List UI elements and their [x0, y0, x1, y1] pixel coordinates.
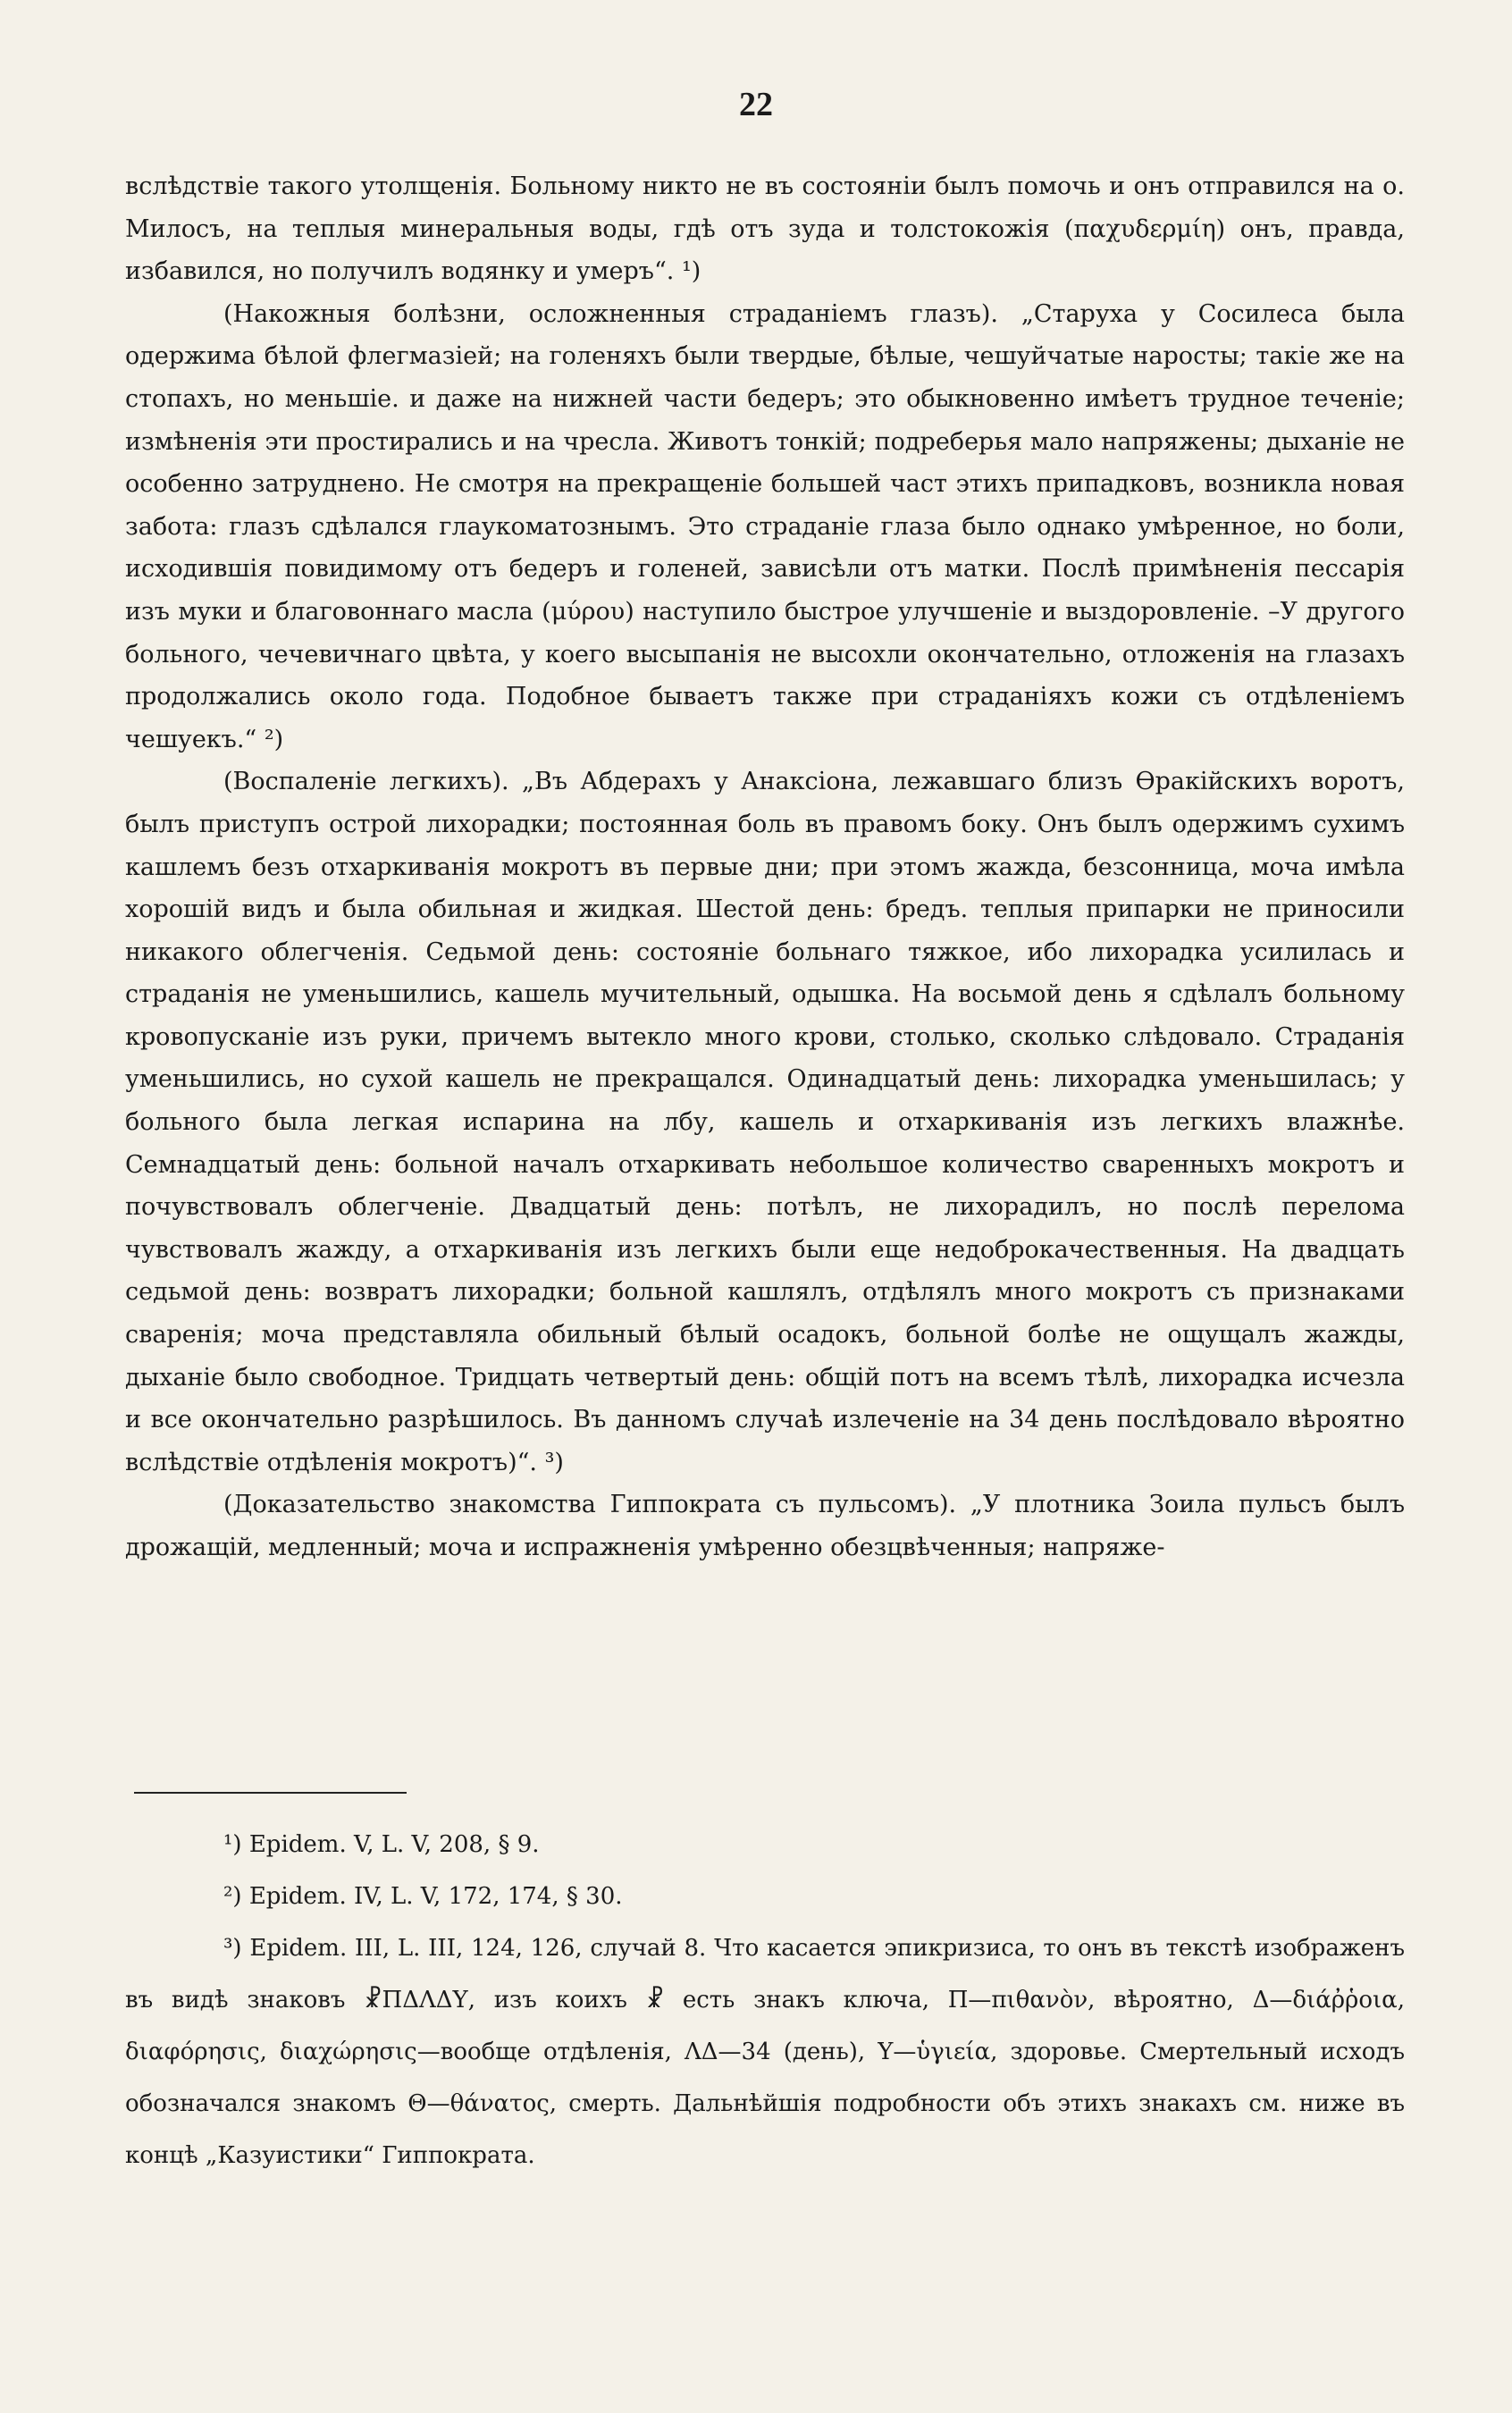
paragraph-pulse: (Доказательство знакомства Гиппократа съ пульсомъ). „У плотника Зоила пульсъ былъ дрожащій, медленный; моча и испражненія умѣренно обезцвѣченныя; напряже- [125, 1491, 1405, 1561]
footnote-1: ¹) Epidem. V, L. V, 208, § 9. [223, 1831, 540, 1858]
footnote-divider [134, 1792, 407, 1794]
footnote-3: ³) Epidem. III, L. III, 124, 126, случай 8. Что касается эпикризиса, то онъ въ текстѣ изображенъ въ видѣ знаковъ ☧ΠΔΛΔΥ, изъ коихъ ☧ есть знакъ ключа, Π—πιθανὸν, вѣроятно, Δ—διάῤῥοια, διαφόρησις, διαχώρησις—вообще отдѣленія, ΛΔ—34 (день), Υ—ὑγιεία, здоровье. Смертельный исходъ обозначался знакомъ Θ—θάνατος, смерть. Дальнѣйшія подробности объ этихъ знакахъ см. ниже въ концѣ „Казуистики“ Гиппократа. [125, 1935, 1405, 2169]
paragraph-1: вслѣдствіе такого утолщенія. Больному никто не въ состояніи былъ помочь и онъ отправился на о. Милосъ, на теплыя минеральныя воды, гдѣ отъ зуда и толстокожія (παχυδερμίη) онъ, правда, избавился, но получилъ водянку и умеръ“. ¹) [125, 172, 1405, 286]
paragraph-skin-diseases: (Накожныя болѣзни, осложненныя страданіемъ глазъ). „Старуха у Сосилеса была одержима бѣлой флегмазіей; на голеняхъ были твердые, бѣлые, чешуйчатые наросты; такіе же на стопахъ, но меньшіе. и даже на нижней части бедеръ; это обыкновенно имѣетъ трудное теченіе; измѣненія эти простирались и на чресла. Животъ тонкій; подреберья мало напряжены; дыханіе не особенно затруднено. Не смотря на прекращеніе большей част этихъ припадковъ, возникла новая забота: глазъ сдѣлался глаукоматознымъ. Это страданіе глаза было однако умѣренное, но боли, исходившія повидимому отъ бедеръ и голеней, зависѣли отъ матки. Послѣ примѣненія пессарія изъ муки и благовоннаго масла (μύρου) наступило быстрое улучшеніе и выздоровленіе. –У другого больного, чечевичнаго цвѣта, у коего высыпанія не высохли окончательно, отложенія на глазахъ продолжались около года. Подобное бываетъ также при страданіяхъ кожи съ отдѣленіемъ чешуекъ.“ ²) [125, 299, 1405, 753]
footnote-2: ²) Epidem. IV, L. V, 172, 174, § 30. [223, 1883, 623, 1910]
body-text [125, 165, 1405, 1569]
page-number: 22 [739, 86, 773, 123]
footnotes [125, 1819, 1405, 2182]
paragraph-pneumonia: (Воспаленіе легкихъ). „Въ Абдерахъ у Анаксіона, лежавшаго близъ Ѳракійскихъ воротъ, былъ приступъ острой лихорадки; постоянная боль въ правомъ боку. Онъ былъ одержимъ сухимъ кашлемъ безъ отхаркиванія мокротъ въ первые дни; при этомъ жажда, безсонница, моча имѣла хорошій видъ и была обильная и жидкая. Шестой день: бредъ. теплыя припарки не приносили никакого облегченія. Седьмой день: состояніе больнаго тяжкое, ибо лихорадка усилилась и страданія не уменьшились, кашель мучительный, одышка. На восьмой день я сдѣлалъ больному кровопусканіе изъ руки, причемъ вытекло много крови, столько, сколько слѣдовало. Страданія уменьшились, но сухой кашель не прекращался. Одинадцатый день: лихорадка уменьшилась; у больного была легкая испарина на лбу, кашель и отхаркиванія изъ легкихъ влажнѣе. Семнадцатый день: больной началъ отхаркивать небольшое количество сваренныхъ мокротъ и почувствовалъ облегченіе. Двадцатый день: потѣлъ, не лихорадилъ, но послѣ перелома чувствовалъ жажду, а отхаркиванія изъ легкихъ были еще недоброкачественныя. На двадцать седьмой день: возвратъ лихорадки; больной кашлялъ, отдѣлялъ много мокротъ съ признаками сваренія; моча представляла обильный бѣлый осадокъ, больной болѣе не ощущалъ жажды, дыханіе было свободное. Тридцать четвертый день: общій потъ на всемъ тѣлѣ, лихорадка исчезла и все окончательно разрѣшилось. Въ данномъ случаѣ излеченіе на 34 день послѣдовало вѣроятно вслѣдствіе отдѣленія мокротъ)“. ³) [125, 768, 1405, 1476]
